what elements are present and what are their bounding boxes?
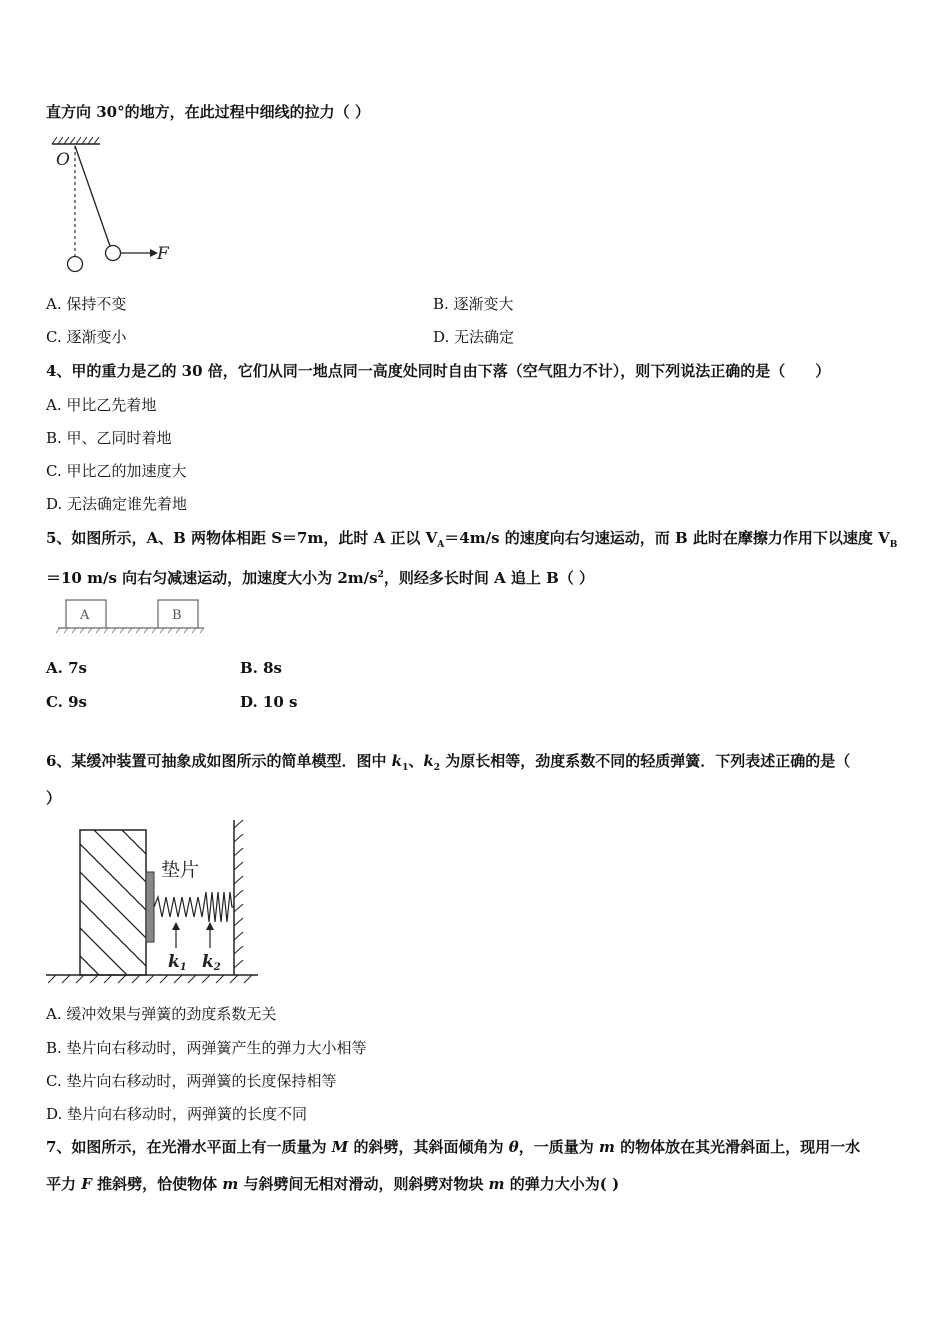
q5-option-c[interactable]: C. 9s: [46, 693, 88, 711]
spring-k1-label: k1: [168, 952, 187, 973]
spring-k2-label: k2: [202, 952, 221, 973]
q4-stem: 4、甲的重力是乙的 30 倍，它们从同一地点同一高度处同时自由下落（空气阻力不计），则下列说法正确的是（ ）: [46, 362, 831, 380]
block-b-label: B: [172, 608, 182, 623]
q4-option-d[interactable]: D. 无法确定谁先着地: [46, 495, 188, 513]
q7-stem-line1: 7、如图所示，在光滑水平面上有一质量为 M 的斜劈，其斜面倾角为 θ，一质量为 m 的物体放在其光滑斜面上，现用一水: [46, 1138, 861, 1156]
q5-option-b[interactable]: B. 8s: [240, 659, 283, 677]
q7-stem-line2: 平力 F 推斜劈，恰使物体 m 与斜劈间无相对滑动，则斜劈对物块 m 的弹力大小为( ): [46, 1175, 620, 1193]
q6-option-d[interactable]: D. 垫片向右移动时，两弹簧的长度不同: [46, 1105, 308, 1123]
q6-option-c[interactable]: C. 垫片向右移动时，两弹簧的长度保持相等: [46, 1072, 337, 1090]
q5-stem-line1: 5、如图所示，A、B 两物体相距 S＝7m，此时 A 正以 $V_A=4m/s$ 的速度向右匀速运动，而 B 此时在摩擦力作用下以速度 $V_B$: [46, 529, 898, 550]
q6-stem-line2: ）: [46, 789, 62, 807]
q6-option-b[interactable]: B. 垫片向右移动时，两弹簧产生的弹力大小相等: [46, 1039, 367, 1057]
q6-option-a[interactable]: A. 缓冲效果与弹簧的劲度系数无关: [46, 1005, 277, 1023]
force-label: F: [157, 244, 169, 264]
q6-stem-line1: 6、某缓冲装置可抽象成如图所示的简单模型．图中 $k_1$、$k_2$ 为原长相等，劲度系数不同的轻质弹簧．下列表述正确的是（: [46, 752, 851, 773]
pad-label: 垫片: [161, 859, 200, 881]
q3-option-a[interactable]: A. 保持不变: [46, 295, 127, 313]
q3-stem-tail: 直方向 30°的地方，在此过程中细线的拉力（ ）: [46, 103, 370, 121]
q3-option-d[interactable]: D. 无法确定: [433, 328, 515, 346]
q3-option-b[interactable]: B. 逐渐变大: [433, 295, 514, 313]
pivot-label: O: [56, 150, 70, 170]
pendulum-figure: [44, 134, 184, 279]
q3-option-c[interactable]: C. 逐渐变小: [46, 328, 127, 346]
spring-buffer-figure: [44, 818, 264, 988]
q5-stem-line2: ＝10 m/s 向右匀减速运动，加速度大小为 $2m/s^2$，则经多长时间 A 追上 B（ ）: [46, 569, 595, 587]
q4-option-c[interactable]: C. 甲比乙的加速度大: [46, 462, 187, 480]
q4-option-a[interactable]: A. 甲比乙先着地: [46, 396, 157, 414]
block-a-label: A: [80, 608, 90, 623]
blocks-figure: [56, 596, 206, 636]
q4-option-b[interactable]: B. 甲、乙同时着地: [46, 429, 172, 447]
q5-option-a[interactable]: A. 7s: [46, 659, 87, 677]
q5-option-d[interactable]: D. 10 s: [240, 693, 298, 711]
